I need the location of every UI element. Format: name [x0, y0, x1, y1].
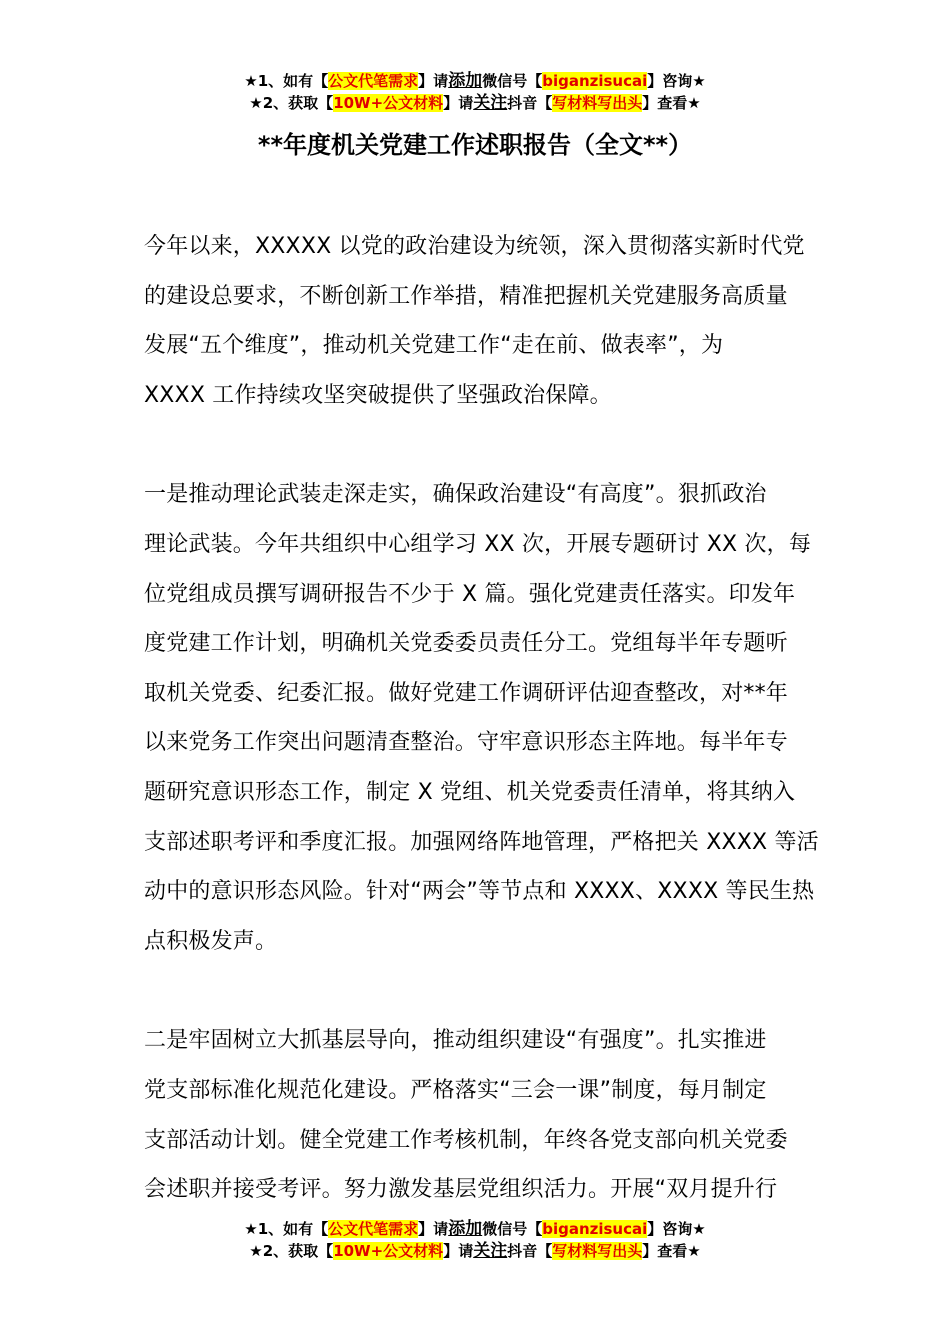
document-title: **年度机关党建工作述职报告（全文**） — [257, 131, 693, 159]
promo-highlight-douyin: 写材料写出头 — [552, 1242, 643, 1260]
promo-highlight-douyin: 写材料写出头 — [552, 94, 643, 112]
promo-highlight-wechat-id: biganzisucai — [542, 1220, 648, 1238]
promo-text: ★1、如有【 — [244, 1220, 329, 1238]
promo-text: 】请 — [443, 94, 474, 112]
text-line: 理论武装。今年共组织中心组学习 XX 次，开展专题研讨 XX 次，每 — [144, 531, 812, 557]
text-line: 位党组成员撰写调研报告不少于 X 篇。强化党建责任落实。印发年 — [144, 581, 796, 607]
promo-text: ★1、如有【 — [244, 72, 329, 90]
promo-text: 】查看★ — [642, 1242, 701, 1260]
text-line: 党支部标准化规范化建设。严格落实“三会一课”制度，每月制定 — [144, 1077, 767, 1103]
promo-text: ★2、获取【 — [249, 1242, 334, 1260]
promo-highlight-materials: 10W+公文材料 — [333, 94, 444, 112]
text-line: 发展“五个维度”，推动机关党建工作“走在前、做表率”，为 — [144, 333, 724, 359]
promo-text: ★2、获取【 — [249, 94, 334, 112]
promo-text: 】咨询★ — [647, 72, 706, 90]
promo-text: 】查看★ — [642, 94, 701, 112]
promo-line-2 — [0, 1240, 950, 1262]
text-line: 今年以来，XXXXX 以党的政治建设为统领，深入贯彻落实新时代党 — [144, 234, 805, 259]
text-line: XXXX 工作持续攻坚突破提供了坚强政治保障。 — [144, 382, 612, 408]
text-line: 点积极发声。 — [144, 928, 278, 954]
promo-text: 微信号【 — [482, 1220, 543, 1238]
text-line: 题研究意识形态工作，制定 X 党组、机关党委责任清单，将其纳入 — [144, 779, 796, 805]
text-line: 的建设总要求，不断创新工作举措，精准把握机关党建服务高质量 — [144, 283, 788, 309]
promo-line-1 — [0, 1218, 950, 1240]
promo-highlight-materials: 10W+公文材料 — [333, 1242, 444, 1260]
promo-line-1 — [0, 70, 950, 92]
promo-banner-top — [0, 70, 950, 114]
promo-emphasis: 添加 — [448, 71, 483, 91]
promo-emphasis: 添加 — [448, 1219, 483, 1239]
promo-text: 】请 — [418, 1220, 449, 1238]
promo-text: 抖音【 — [507, 1242, 553, 1260]
text-line: 二是牢固树立大抓基层导向，推动组织建设“有强度”。扎实推进 — [144, 1028, 767, 1054]
text-line: 动中的意识形态风险。针对“两会”等节点和 XXXX、XXXX 等民生热 — [144, 879, 815, 905]
text-line: 取机关党委、纪委汇报。做好党建工作调研评估迎查整改，对**年 — [144, 680, 789, 706]
text-line: 一是推动理论武装走深走实，确保政治建设“有高度”。狠抓政治 — [144, 482, 767, 508]
text-line: 以来党务工作突出问题清查整治。守牢意识形态主阵地。每半年专 — [144, 730, 788, 756]
promo-highlight-wechat-id: biganzisucai — [542, 72, 648, 90]
promo-emphasis: 关注 — [473, 1241, 508, 1261]
paragraph-political-building — [144, 470, 819, 966]
promo-highlight-service: 公文代笔需求 — [328, 1220, 419, 1238]
document-body — [144, 222, 819, 1215]
promo-text: 】请 — [418, 72, 449, 90]
text-line: 会述职并接受考评。努力激发基层党组织活力。开展“双月提升行 — [144, 1177, 778, 1203]
promo-text: 】请 — [443, 1242, 474, 1260]
paragraph-intro — [144, 222, 812, 420]
promo-line-2 — [0, 92, 950, 114]
text-line: 度党建工作计划，明确机关党委委员责任分工。党组每半年专题听 — [144, 631, 788, 657]
promo-text: 微信号【 — [482, 72, 543, 90]
paragraph-organization-building — [144, 1016, 812, 1214]
promo-emphasis: 关注 — [473, 93, 508, 113]
text-line: 支部述职考评和季度汇报。加强网络阵地管理，严格把关 XXXX 等活 — [144, 829, 819, 855]
promo-text: 抖音【 — [507, 94, 553, 112]
promo-text: 】咨询★ — [647, 1220, 706, 1238]
promo-banner-bottom — [0, 1218, 950, 1262]
text-line: 支部活动计划。健全党建工作考核机制，年终各党支部向机关党委 — [144, 1127, 788, 1153]
promo-highlight-service: 公文代笔需求 — [328, 72, 419, 90]
